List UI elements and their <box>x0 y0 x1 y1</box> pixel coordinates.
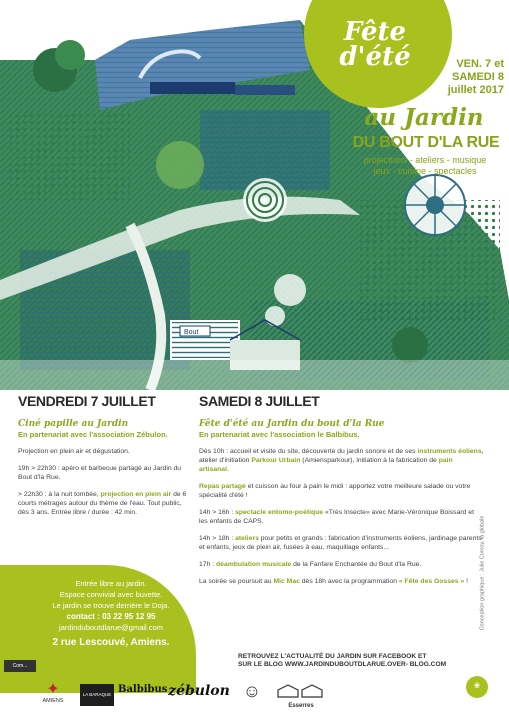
date-line2: SAMEDI 8 <box>452 71 504 83</box>
activities-line1: projections - ateliers - musique <box>363 155 487 165</box>
saturday-p4-a: 14h > 18h : <box>199 535 236 542</box>
friday-subtitle: Ciné papille au Jardin <box>18 419 129 429</box>
saturday-p1-f: pain artisanal <box>199 457 453 473</box>
saturday-p6-b: Mic Mac <box>273 578 300 585</box>
saturday-p1-e: (Amiensparkour), initiation à la fabrication de <box>300 457 439 464</box>
sign-logo-text: Com... <box>12 663 28 669</box>
contact-label: contact : <box>66 612 100 621</box>
saturday-heading: SAMEDI 8 JUILLET <box>199 393 320 409</box>
smiley-icon: ☺ <box>242 681 262 701</box>
contact-email[interactable]: jardinduboutdlarue@gmail.com <box>59 623 163 632</box>
friday-p1: Projection en plein air et dégustation. <box>18 448 130 455</box>
saturday-p1-g: . <box>226 466 229 473</box>
friday-heading: VENDREDI 7 JUILLET <box>18 393 156 409</box>
follow-us <box>238 653 478 669</box>
saturday-p4-c: pour petits et grands : fabrication d'instruments éoliens, jardinage parents et enfants, jeux de plein air, fusées à eau, maquillage enfants... <box>199 535 482 551</box>
amiens-logo-text: AMIENS <box>42 698 64 704</box>
friday-p3-c: de 6 courts métrages autour du thème de l'eau. Tout public, dès 3 ans. Entrée libre / durée : 42 min. <box>18 491 187 516</box>
baraque-logo-text: LA BARAQUE <box>82 692 112 697</box>
saturday-p2-a: Repas partagé <box>199 483 246 490</box>
date-line1: VEN. 7 et <box>456 58 504 70</box>
zebulon-logo <box>166 683 232 699</box>
friday-column <box>18 393 193 517</box>
saturday-partner: En partenariat avec l'association le Balbibus. <box>199 430 360 439</box>
saturday-p3-b: spectacle entomo-poétique <box>235 509 324 516</box>
friday-p3-a: > 22h30 : à la nuit tombée, <box>18 491 101 498</box>
greenhouse-icon <box>276 684 326 698</box>
saturday-p5 <box>199 560 484 569</box>
address: 2 rue Lescouvé, Amiens. <box>52 637 170 648</box>
friday-partner: En partenariat avec l'association Zébulon. <box>18 430 168 439</box>
saturday-p1-a: Dès 10h : accueil et visite du site, découverte du jardin sonore et de ses <box>199 448 418 455</box>
saturday-p5-c: de la Fanfare Enchantée du Bout d'la Rue. <box>291 561 422 568</box>
design-credit <box>479 515 490 640</box>
saturday-p5-a: 17h : <box>199 561 217 568</box>
saturday-p2-b: et cuisson au four à pain le midi : apportez votre meilleure salade ou votre spécialité d'été ! <box>199 483 471 499</box>
esserres-logo <box>276 684 326 709</box>
balbibus-logo-text: Balbibus <box>118 684 168 695</box>
saturday-subtitle: Fête d'été au Jardin du bout d'la Rue <box>199 419 385 429</box>
saturday-p3 <box>199 508 484 526</box>
au-jardin-title: au Jardin <box>364 104 484 131</box>
balbibus-logo <box>118 684 168 695</box>
practical-info <box>26 578 196 648</box>
saturday-p2 <box>199 482 484 500</box>
info-line1: Entrée libre au jardin. <box>75 579 147 588</box>
saturday-p6-a: La soirée se poursuit au <box>199 578 274 585</box>
baraque-logo <box>80 684 114 706</box>
follow-line2[interactable]: SUR LE BLOG WWW.JARDINDUBOUTDLARUE.OVER- BLOG.COM <box>238 661 447 668</box>
activities-line2: jeux - cuisine - spectacles <box>373 166 477 176</box>
leaf-icon: ❀ <box>473 681 481 690</box>
date-line3: juillet 2017 <box>447 84 504 96</box>
saturday-p4-b: ateliers <box>235 535 259 542</box>
jardin-round-logo <box>466 676 488 698</box>
amiens-emblem-icon: ✦ <box>46 681 60 698</box>
zebulon-logo-text: zébulon <box>168 683 230 699</box>
saturday-p1-b: instruments éoliens <box>417 448 482 455</box>
activities-list <box>346 155 504 177</box>
saturday-p6-e: ! <box>464 578 469 585</box>
saturday-column <box>199 393 484 586</box>
esserres-logo-text: Esserres <box>288 703 314 709</box>
saturday-p6 <box>199 577 484 586</box>
saturday-p6-c: dès 18h avec la programmation <box>299 578 399 585</box>
info-line2: Espace convivial avec buvette. <box>59 590 163 599</box>
contact-phone <box>26 611 196 622</box>
amiens-logo <box>38 682 68 704</box>
festival-dates <box>418 58 504 97</box>
festival-title-line2: d'été <box>339 42 411 72</box>
design-credit-text: Conception graphique : Julie Corcoy, la globale <box>479 515 486 631</box>
follow-line1: RETROUVEZ L'ACTUALITÉ DU JARDIN SUR FACEBOOK ET <box>238 653 427 660</box>
friday-p3 <box>18 490 193 517</box>
saturday-p1-c: , atelier d'initiation <box>199 448 484 464</box>
saturday-p4 <box>199 534 484 552</box>
saturday-p1 <box>199 447 484 474</box>
garden-name: DU BOUT D'LA RUE <box>352 134 500 151</box>
face-logo <box>240 682 264 700</box>
sign-logo <box>4 660 36 672</box>
saturday-p3-c: «Très Insecte» avec Marie-Véronique Boissard et les enfants de CAPS. <box>199 509 474 525</box>
saturday-p5-b: déambulation musicale <box>216 561 292 568</box>
saturday-p1-d: Parkour Urbain <box>251 457 301 464</box>
friday-p3-b: projection en plein air <box>100 491 172 498</box>
info-line3: Le jardin se trouve derrière le Doja. <box>52 601 170 610</box>
friday-p2: 19h > 22h30 : apéro et barbecue partagé au Jardin du Bout d'la Rue. <box>18 465 182 481</box>
festival-title <box>320 17 430 72</box>
shed-sign-text: Bout <box>184 329 199 336</box>
phone-number[interactable]: 03 22 95 12 95 <box>102 612 156 621</box>
saturday-p3-a: 14h > 16h : <box>199 509 236 516</box>
festival-title-line1: Fête <box>343 17 407 47</box>
saturday-p6-d: « Fête des Gosses » <box>398 578 465 585</box>
